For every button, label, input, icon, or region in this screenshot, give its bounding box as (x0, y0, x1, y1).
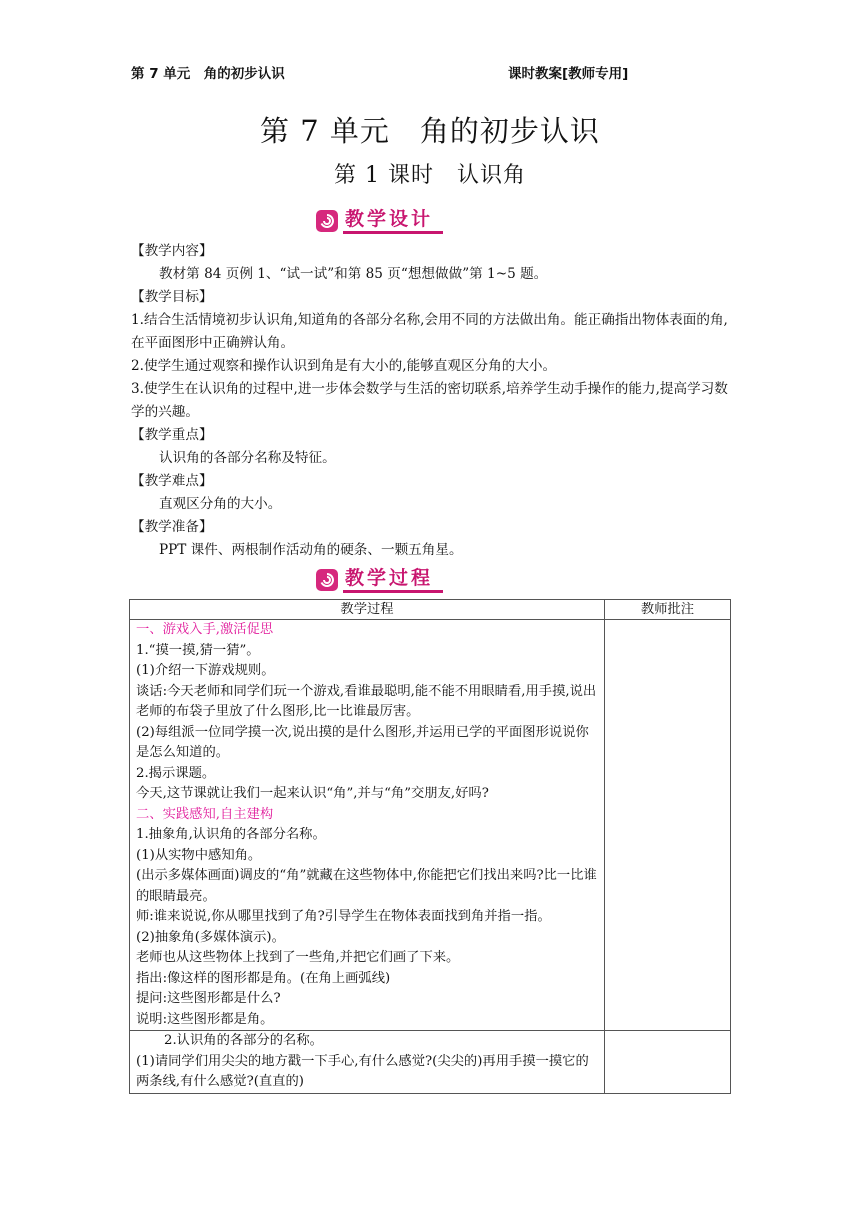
process-line: (1)从实物中感知角。 (136, 847, 262, 863)
process-line: (1)介绍一下游戏规则。 (136, 663, 275, 678)
content-heading: 【教学内容】 (131, 243, 213, 259)
process-line: 2.认识角的各部分的名称。 (164, 1033, 323, 1048)
lesson-title: 第 1 课时 认识角 (334, 163, 526, 188)
process-cell (130, 1031, 605, 1094)
process-banner-label: 教学过程 (343, 567, 443, 593)
process-line: 师:谁来说说,你从哪里找到了角?引导学生在物体表面找到角并指一指。 (136, 909, 551, 924)
prep-text: PPT 课件、两根制作活动角的硬条、一颗五角星。 (159, 542, 463, 558)
design-banner-label: 教学设计 (343, 208, 443, 234)
prep-heading: 【教学准备】 (131, 519, 213, 535)
goal-1: 1.结合生活情境初步认识角,知道角的各部分名称,会用不同的方法做出角。能正确指出物体表面的角,在平面图形中正确辨认角。 (131, 312, 728, 351)
goals-heading: 【教学目标】 (131, 289, 213, 305)
process-line: 2.揭示课题。 (136, 765, 216, 781)
section-heading: 二、实践感知,自主建构 (136, 806, 274, 822)
process-line: 指出:像这样的图形都是角。(在角上画弧线) (136, 970, 391, 986)
process-line: 1.“摸一摸,猜一猜”。 (136, 642, 260, 658)
swirl-icon (316, 210, 338, 232)
goal-3: 3.使学生在认识角的过程中,进一步体会数学与生活的密切联系,培养学生动手操作的能力,提高学习数学的兴趣。 (131, 381, 728, 420)
notes-cell[interactable] (605, 1031, 731, 1094)
process-line: (出示多媒体画面)调皮的“角”就藏在这些物体中,你能把它们找出来吗?比一比谁的眼睛最亮。 (136, 868, 597, 904)
design-banner (316, 208, 443, 234)
running-header-left: 第 7 单元 角的初步认识 (131, 66, 285, 82)
section-heading: 一、游戏入手,激活促思 (136, 622, 274, 637)
key-text: 认识角的各部分名称及特征。 (159, 450, 336, 466)
process-table (129, 599, 731, 1094)
process-line: (1)请同学们用尖尖的地方戳一下手心,有什么感觉?(尖尖的)再用手摸一摸它的两条线,有什么感觉?(直直的) (136, 1053, 589, 1089)
goal-2: 2.使学生通过观察和操作认识到角是有大小的,能够直观区分角的大小。 (131, 358, 557, 374)
process-line: 今天,这节课就让我们一起来认识“角”,并与“角”交朋友,好吗? (136, 786, 489, 801)
col-header-notes: 教师批注 (605, 600, 731, 620)
difficult-text: 直观区分角的大小。 (159, 496, 282, 512)
table-header-row (130, 600, 731, 620)
process-line: 提问:这些图形都是什么? (136, 991, 281, 1006)
table-row (130, 620, 731, 1031)
content-text: 教材第 84 页例 1、“试一试”和第 85 页“想想做做”第 1~5 题。 (159, 266, 548, 282)
process-banner (316, 567, 443, 593)
unit-title: 第 7 单元 角的初步认识 (260, 114, 600, 148)
process-line: 谈话:今天老师和同学们玩一个游戏,看谁最聪明,能不能不用眼睛看,用手摸,说出老师的布袋子里放了什么图形,比一比谁最厉害。 (136, 683, 597, 719)
process-line: 老师也从这些物体上找到了一些角,并把它们画了下来。 (136, 950, 460, 965)
key-heading: 【教学重点】 (131, 427, 213, 443)
difficult-heading: 【教学难点】 (131, 473, 213, 489)
process-line: 1.抽象角,认识角的各部分名称。 (136, 827, 326, 842)
process-cell (130, 620, 605, 1031)
swirl-icon (316, 569, 338, 591)
process-line: 说明:这些图形都是角。 (136, 1011, 274, 1027)
running-header-right: 课时教案[教师专用] (508, 66, 629, 82)
design-content (131, 240, 731, 562)
notes-cell[interactable] (605, 620, 731, 1031)
col-header-process: 教学过程 (130, 600, 605, 620)
table-row (130, 1031, 731, 1094)
process-line: (2)每组派一位同学摸一次,说出摸的是什么图形,并运用已学的平面图形说说你是怎么知道的。 (136, 724, 589, 760)
process-line: (2)抽象角(多媒体演示)。 (136, 929, 285, 945)
